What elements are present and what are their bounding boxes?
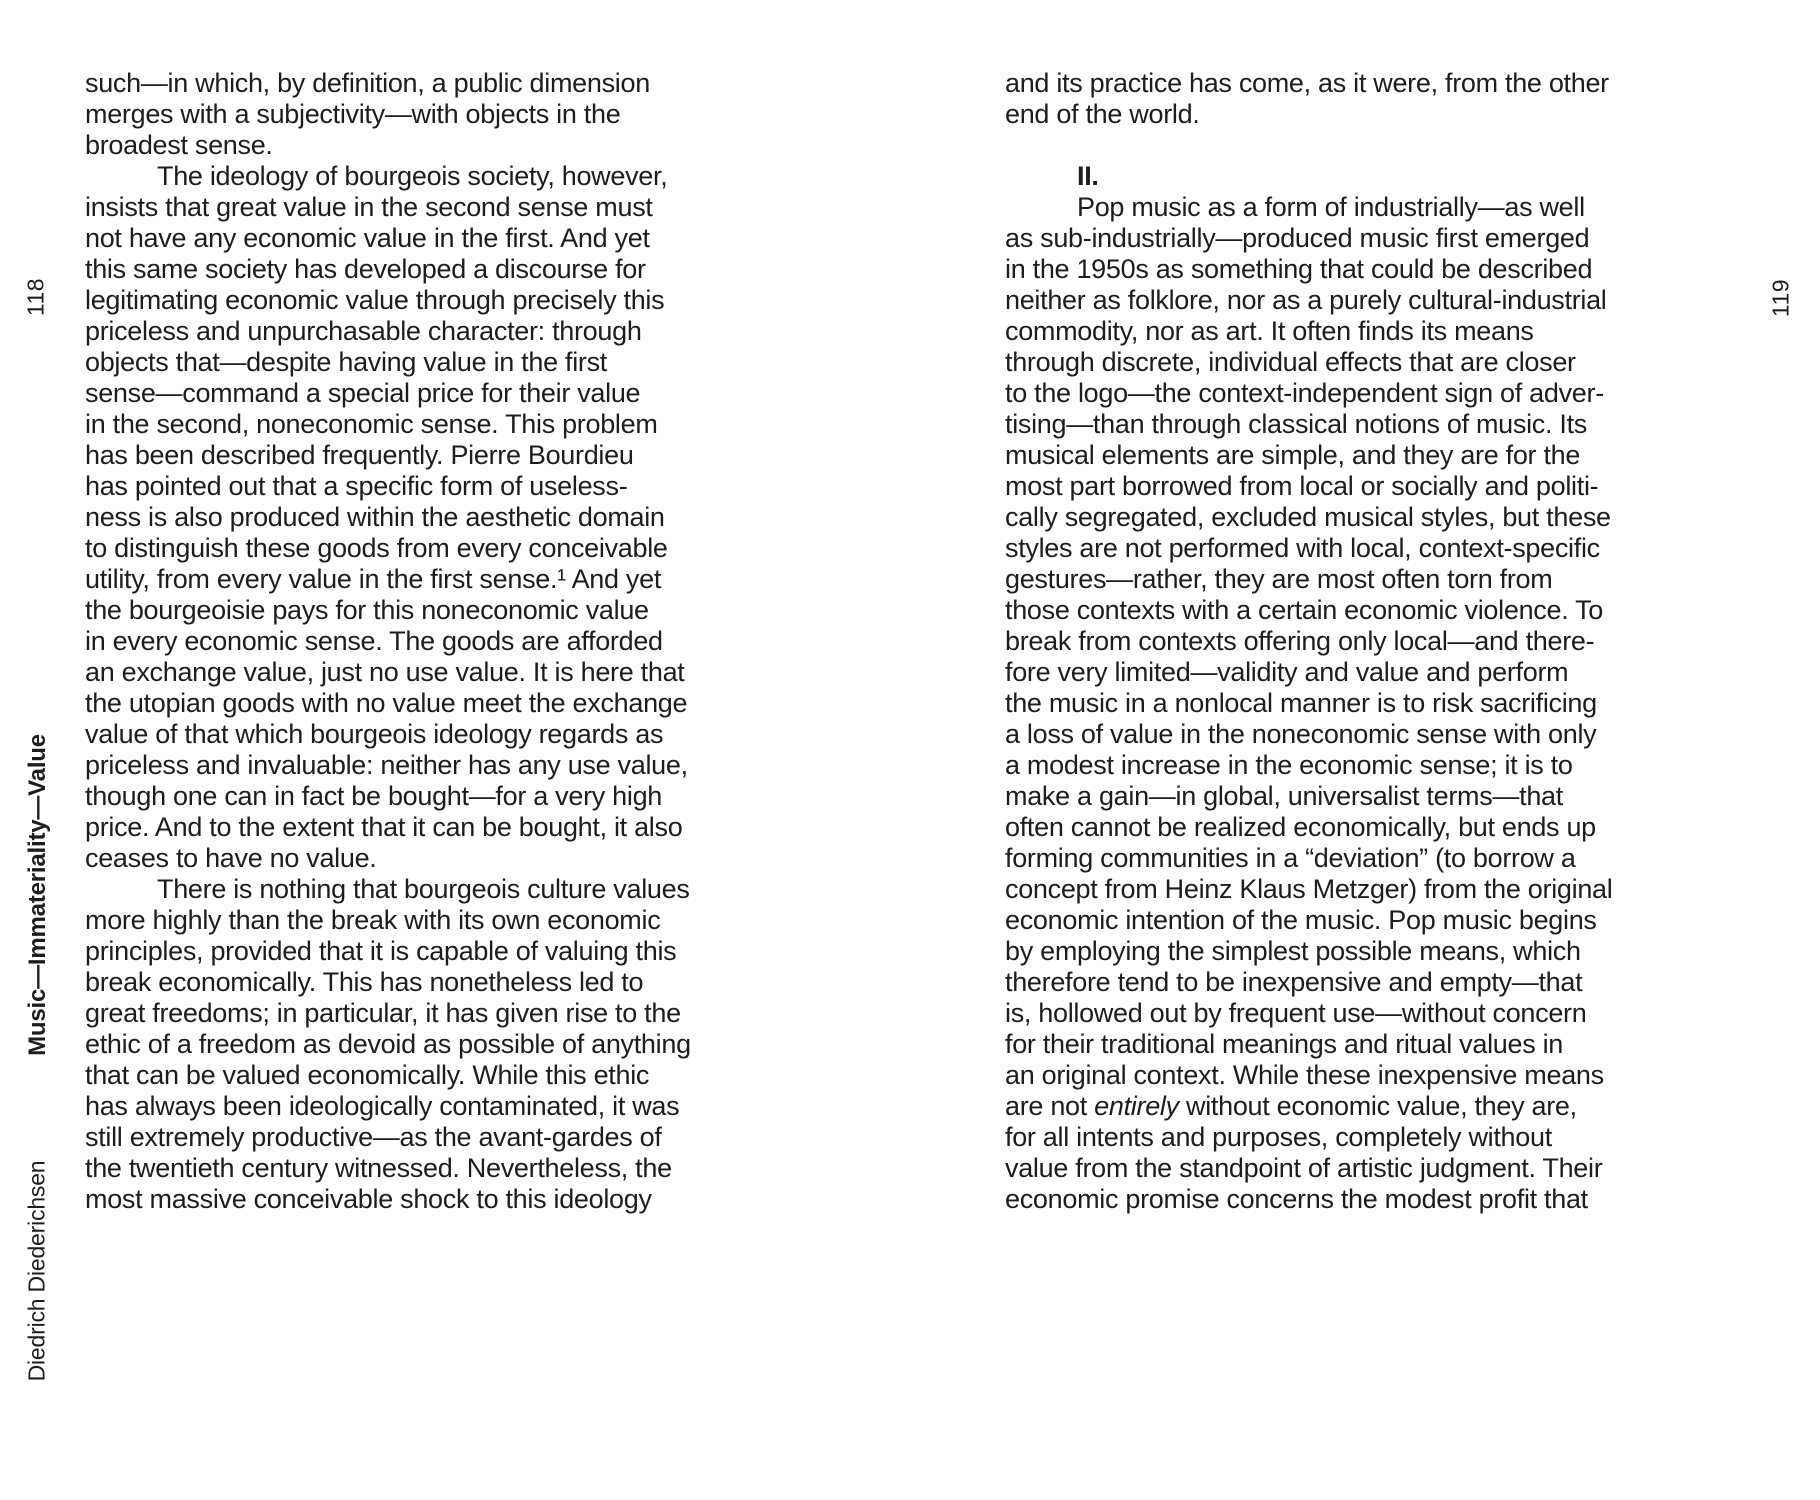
section-heading: II. [1077, 161, 1099, 191]
text-line: merges with a subjectivity—with objects in the [85, 99, 621, 129]
text-line: broadest sense. [85, 130, 273, 160]
text-line: for their traditional meanings and ritual values in [1005, 1029, 1564, 1059]
text-line: fore very limited—validity and value and perform [1005, 657, 1569, 687]
text-line: more highly than the break with its own economic [85, 905, 661, 935]
text-line: forming communities in a “deviation” (to borrow a [1005, 843, 1576, 873]
page-number-right: 119 [1767, 278, 1794, 318]
text-line: in the second, noneconomic sense. This problem [85, 409, 658, 439]
text-line: to distinguish these goods from every conceivable [85, 533, 668, 563]
text-line: to the logo—the context-independent sign of adver- [1005, 378, 1604, 408]
text-line: are not entirely without economic value, they are, [1005, 1091, 1577, 1121]
text-line: for all intents and purposes, completely without [1005, 1122, 1552, 1152]
text-line: styles are not performed with local, context-specific [1005, 533, 1600, 563]
text-line: as sub-industrially—produced music first emerged [1005, 223, 1590, 253]
text-line: sense—command a special price for their value [85, 378, 641, 408]
text-line: musical elements are simple, and they are for the [1005, 440, 1581, 470]
text-line: has been described frequently. Pierre Bourdieu [85, 440, 634, 470]
text-line: break from contexts offering only local—and there- [1005, 626, 1595, 656]
text-line: most massive conceivable shock to this ideology [85, 1184, 652, 1214]
text-line: value of that which bourgeois ideology regards as [85, 719, 664, 749]
text-line: break economically. This has nonetheless led to [85, 967, 644, 997]
text-line: cally segregated, excluded musical styles, but these [1005, 502, 1611, 532]
text-line: often cannot be realized economically, but ends up [1005, 812, 1596, 842]
text-line: those contexts with a certain economic violence. To [1005, 595, 1604, 625]
text-line: in the 1950s as something that could be described [1005, 254, 1593, 284]
text-line: ceases to have no value. [85, 843, 377, 873]
text-line: commodity, nor as art. It often finds its means [1005, 316, 1534, 346]
author-name-sidebar: Diedrich Diederichsen [23, 1160, 50, 1382]
text-line: legitimating economic value through precisely this [85, 285, 665, 315]
text-line: has always been ideologically contaminated, it was [85, 1091, 680, 1121]
text-line: priceless and unpurchasable character: through [85, 316, 642, 346]
text-line: economic intention of the music. Pop music begins [1005, 905, 1597, 935]
text-line: Pop music as a form of industrially—as well [1077, 192, 1585, 222]
text-line: that can be valued economically. While this ethic [85, 1060, 650, 1090]
text-line: and its practice has come, as it were, from the other [1005, 68, 1609, 98]
text-line: still extremely productive—as the avant-gardes of [85, 1122, 662, 1152]
text-line: such—in which, by definition, a public dimension [85, 68, 650, 98]
text-line: There is nothing that bourgeois culture values [157, 874, 690, 904]
text-line: objects that—despite having value in the first [85, 347, 608, 377]
text-line: therefore tend to be inexpensive and empty—that [1005, 967, 1583, 997]
text-line: not have any economic value in the first. And yet [85, 223, 650, 253]
text-line: insists that great value in the second sense must [85, 192, 653, 222]
text-line: neither as folklore, nor as a purely cultural-industrial [1005, 285, 1607, 315]
text-line: ness is also produced within the aesthetic domain [85, 502, 665, 532]
text-line: the twentieth century witnessed. Nevertheless, the [85, 1153, 672, 1183]
page-118-text-column [85, 68, 810, 1215]
page-119-text-column [1005, 68, 1730, 1215]
text-line: The ideology of bourgeois society, however, [157, 161, 668, 191]
text-line: utility, from every value in the first sense.¹ And yet [85, 564, 662, 594]
text-line: this same society has developed a discourse for [85, 254, 646, 284]
text-line: concept from Heinz Klaus Metzger) from the original [1005, 874, 1613, 904]
text-line: great freedoms; in particular, it has given rise to the [85, 998, 681, 1028]
text-line: through discrete, individual effects that are closer [1005, 347, 1576, 377]
text-line: a modest increase in the economic sense; it is to [1005, 750, 1573, 780]
text-line: most part borrowed from local or socially and politi- [1005, 471, 1599, 501]
text-line: an original context. While these inexpensive means [1005, 1060, 1604, 1090]
book-title-sidebar: Music—Immateriality—Value [24, 734, 51, 1056]
blank-line [1005, 130, 1730, 161]
text-line: in every economic sense. The goods are afforded [85, 626, 663, 656]
text-line: gestures—rather, they are most often torn from [1005, 564, 1553, 594]
text-line: the music in a nonlocal manner is to risk sacrificing [1005, 688, 1597, 718]
text-line: an exchange value, just no use value. It is here that [85, 657, 685, 687]
text-line: economic promise concerns the modest profit that [1005, 1184, 1588, 1214]
text-line: a loss of value in the noneconomic sense with only [1005, 719, 1597, 749]
text-line: make a gain—in global, universalist terms—that [1005, 781, 1563, 811]
text-line: principles, provided that it is capable of valuing this [85, 936, 677, 966]
text-line: priceless and invaluable: neither has any use value, [85, 750, 688, 780]
page-number-left: 118 [22, 277, 49, 317]
text-line: value from the standpoint of artistic judgment. Their [1005, 1153, 1603, 1183]
text-line: has pointed out that a specific form of useless- [85, 471, 628, 501]
text-line: tising—than through classical notions of music. Its [1005, 409, 1587, 439]
text-line: though one can in fact be bought—for a very high [85, 781, 663, 811]
text-line: is, hollowed out by frequent use—without concern [1005, 998, 1587, 1028]
text-line: end of the world. [1005, 99, 1200, 129]
text-line: price. And to the extent that it can be bought, it also [85, 812, 683, 842]
text-line: by employing the simplest possible means, which [1005, 936, 1581, 966]
text-line: the bourgeoisie pays for this noneconomic value [85, 595, 649, 625]
text-line: ethic of a freedom as devoid as possible of anything [85, 1029, 691, 1059]
text-line: the utopian goods with no value meet the exchange [85, 688, 688, 718]
